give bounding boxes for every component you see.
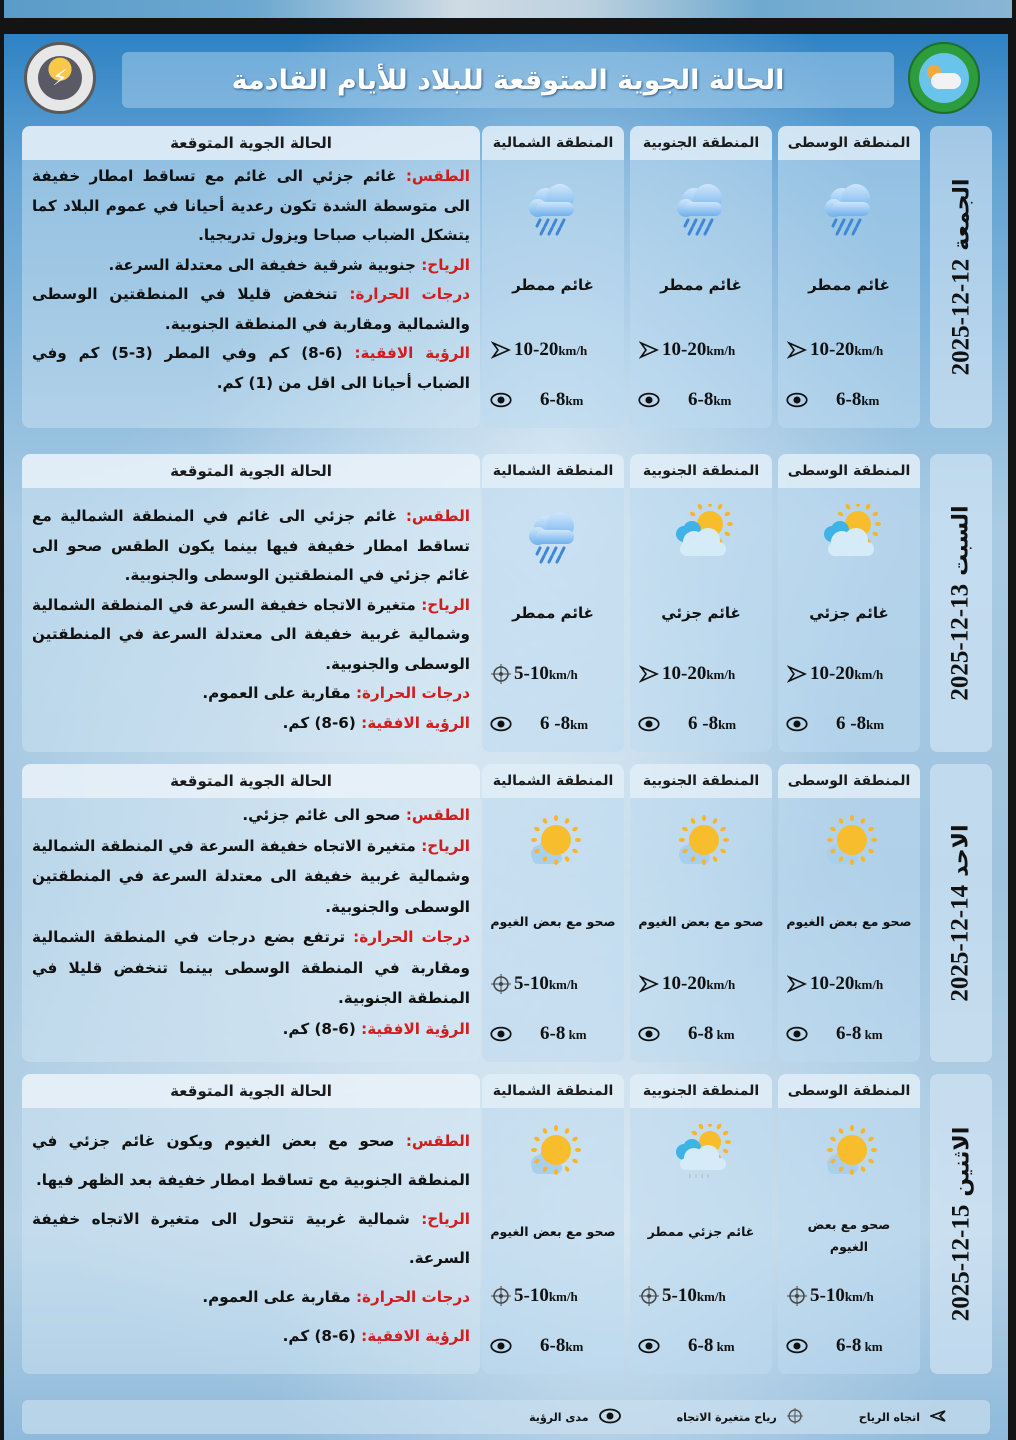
legend-bar	[22, 1400, 990, 1434]
summary-temperature	[32, 1278, 470, 1317]
region-card-central	[778, 126, 920, 428]
wind-label: الرياح:	[421, 836, 470, 855]
legend-wind-direction	[859, 1409, 946, 1426]
condition-text: صحو مع بعض الغيوم	[490, 1224, 616, 1239]
wind-speed	[630, 972, 772, 996]
condition-text: غائم ممطر	[512, 276, 594, 294]
region-card-northern	[482, 764, 624, 1062]
wind-text: جنوبية شرقية خفيفة الى معتدلة السرعة.	[108, 255, 416, 274]
region-name: المنطقة الجنوبية	[630, 764, 772, 798]
visibility-text: (6-8) كم.	[282, 713, 356, 732]
variable-wind-compass-icon	[786, 1285, 808, 1307]
visibility-unit: km	[861, 1027, 883, 1042]
sun-few-clouds-icon	[518, 1124, 588, 1184]
region-card-central	[778, 454, 920, 752]
summary-weather	[32, 800, 470, 831]
day-row	[4, 764, 1008, 1062]
wind-speed-unit: km/h	[548, 1289, 578, 1304]
forecast-summary-panel	[22, 454, 480, 752]
region-card-central	[778, 1074, 920, 1374]
condition-text: غائم جزئي ممطر	[647, 1224, 755, 1239]
wind-direction-arrow-icon	[638, 973, 660, 995]
wind-speed-unit: km/h	[706, 667, 736, 682]
visibility-value: 6-8	[540, 389, 566, 410]
condition-text: غائم جزئي	[661, 604, 741, 622]
weather-label: الطقس:	[405, 1132, 471, 1150]
visibility-value: 6 -8	[540, 713, 571, 734]
summary-wind	[32, 591, 470, 680]
visibility-range	[778, 388, 920, 412]
weather-text: صحو الى غائم جزئي.	[242, 806, 401, 824]
visibility-unit: km	[713, 1339, 735, 1354]
rain-cloud-icon	[814, 176, 884, 236]
sun-few-clouds-icon	[814, 814, 884, 874]
rain-cloud-icon	[666, 176, 736, 236]
variable-wind-compass-icon	[787, 1408, 803, 1427]
visibility-value: 6 -8	[688, 713, 719, 734]
region-name: المنطقة الجنوبية	[630, 1074, 772, 1108]
region-name: المنطقة الوسطى	[778, 126, 920, 160]
visibility-range	[778, 712, 920, 736]
wind-speed-value: 5-10	[514, 973, 549, 994]
summary-body	[22, 798, 480, 1044]
date-column	[930, 126, 992, 428]
wind-speed-value: 10-20	[662, 663, 707, 684]
visibility-range	[482, 1022, 624, 1046]
summary-temperature	[32, 280, 470, 339]
temperature-text: مقاربة على العموم.	[202, 1288, 351, 1306]
wind-speed-value: 5-10	[810, 1285, 845, 1306]
summary-visibility	[32, 1317, 470, 1356]
visibility-unit: km	[861, 1339, 883, 1354]
wind-speed	[778, 338, 920, 362]
wind-speed-unit: km/h	[854, 977, 884, 992]
eye-icon	[638, 713, 660, 735]
wind-label: الرياح:	[421, 255, 470, 274]
wind-speed	[778, 662, 920, 686]
summary-visibility	[32, 1014, 470, 1045]
partly-cloudy-rain-icon	[666, 1124, 736, 1184]
visibility-unit: km	[861, 393, 880, 408]
region-name: المنطقة الشمالية	[482, 454, 624, 488]
visibility-label: الرؤية الافقية:	[361, 713, 470, 732]
page-title: الحالة الجوية المتوقعة للبلاد للأيام القادمة	[231, 64, 785, 96]
visibility-label: الرؤية الافقية:	[361, 1327, 470, 1345]
eye-icon	[638, 1023, 660, 1045]
region-card-northern	[482, 126, 624, 428]
region-card-central	[778, 764, 920, 1062]
summary-body	[22, 160, 480, 398]
variable-wind-compass-icon	[490, 1285, 512, 1307]
temperature-label: درجات الحرارة:	[355, 1288, 470, 1306]
region-card-southern	[630, 126, 772, 428]
region-card-southern	[630, 764, 772, 1062]
wind-speed-unit: km/h	[548, 977, 578, 992]
day-name: السبت	[949, 505, 974, 576]
visibility-text: (6-8) كم وفي المطر (3-5) كم وفي الضباب أحيانا الى اقل من (1) كم.	[32, 344, 470, 392]
poster-header	[4, 34, 1008, 122]
wind-speed-unit: km/h	[696, 1289, 726, 1304]
condition-text: صحو مع بعض الغيوم	[807, 1217, 891, 1254]
wind-text: شمالية غربية تتحول الى متغيرة الاتجاه خفيفة السرعة.	[32, 1210, 470, 1267]
sun-few-clouds-icon	[666, 814, 736, 874]
visibility-unit: km	[565, 393, 584, 408]
visibility-label: الرؤية الافقية:	[354, 344, 470, 362]
eye-icon	[638, 1335, 660, 1357]
wind-label: الرياح:	[421, 1210, 470, 1228]
summary-wind	[32, 251, 470, 281]
summary-temperature	[32, 922, 470, 1014]
visibility-text: (6-8) كم.	[282, 1019, 356, 1038]
wind-speed-value: 10-20	[810, 973, 855, 994]
day-name: الاثنين	[949, 1126, 975, 1197]
sun-few-clouds-icon	[518, 814, 588, 874]
wind-speed	[630, 1284, 772, 1308]
condition-text: صحو مع بعض الغيوم	[638, 914, 764, 929]
wind-speed	[630, 662, 772, 686]
visibility-label: الرؤية الافقية:	[361, 1019, 470, 1038]
visibility-value: 6-8	[540, 1335, 566, 1356]
visibility-value: 6-8	[836, 389, 862, 410]
wind-speed-unit: km/h	[706, 343, 736, 358]
region-name: المنطقة الجنوبية	[630, 126, 772, 160]
eye-icon	[786, 1335, 808, 1357]
forecasting-dept-logo-icon: ⚡	[24, 42, 96, 114]
region-name: المنطقة الوسطى	[778, 764, 920, 798]
region-name: المنطقة الوسطى	[778, 454, 920, 488]
date-column	[930, 764, 992, 1062]
visibility-range	[630, 1334, 772, 1358]
wind-direction-arrow-icon	[786, 973, 808, 995]
wind-speed-unit: km/h	[854, 343, 884, 358]
weather-text: صحو مع بعض الغيوم ويكون غائم جزئي في المنطقة الجنوبية مع تساقط امطار خفيفة بعد الظهر فيها.	[32, 1132, 470, 1189]
region-name: المنطقة الشمالية	[482, 764, 624, 798]
summary-body	[22, 488, 480, 738]
day-row	[4, 1074, 1008, 1374]
visibility-range	[630, 388, 772, 412]
eye-icon	[786, 1023, 808, 1045]
visibility-unit: km	[713, 1027, 735, 1042]
legend-visibility	[529, 1408, 620, 1427]
visibility-range	[630, 1022, 772, 1046]
eye-icon	[490, 1023, 512, 1045]
region-name: المنطقة الجنوبية	[630, 454, 772, 488]
region-card-southern	[630, 454, 772, 752]
condition-text: غائم ممطر	[808, 276, 890, 294]
summary-temperature	[32, 679, 470, 709]
wind-speed-unit: km/h	[558, 343, 588, 358]
summary-wind	[32, 1200, 470, 1278]
eye-icon	[490, 713, 512, 735]
rain-cloud-icon	[518, 504, 588, 564]
summary-visibility	[32, 709, 470, 739]
forecast-summary-panel	[22, 126, 480, 428]
visibility-unit: km	[570, 717, 589, 732]
partly-cloudy-icon	[666, 504, 736, 564]
wind-speed-value: 10-20	[662, 339, 707, 360]
wind-speed-unit: km/h	[706, 977, 736, 992]
partly-cloudy-icon	[814, 504, 884, 564]
visibility-unit: km	[565, 1027, 587, 1042]
wind-direction-arrow-icon	[638, 339, 660, 361]
wind-label: الرياح:	[421, 595, 470, 614]
weather-label: الطقس:	[405, 167, 470, 185]
summary-heading: الحالة الجوية المتوقعة	[22, 1074, 480, 1108]
visibility-value: 6-8	[688, 1023, 714, 1044]
day-name: الاحد	[949, 824, 974, 877]
visibility-range	[482, 1334, 624, 1358]
wind-speed-value: 10-20	[514, 339, 559, 360]
legend-variable-wind	[677, 1408, 803, 1427]
forecast-summary-panel	[22, 764, 480, 1062]
wind-direction-arrow-icon	[786, 339, 808, 361]
eye-icon	[490, 1335, 512, 1357]
legend-variable-wind-label: رياح متغيرة الاتجاه	[676, 1410, 777, 1424]
condition-text: غائم ممطر	[512, 604, 594, 622]
top-background-strip	[4, 0, 1012, 18]
region-card-northern	[482, 1074, 624, 1374]
variable-wind-compass-icon	[490, 973, 512, 995]
eye-icon	[638, 389, 660, 411]
region-name: المنطقة الشمالية	[482, 1074, 624, 1108]
wind-speed	[778, 1284, 920, 1308]
wind-speed	[630, 338, 772, 362]
condition-text: صحو مع بعض الغيوم	[786, 914, 912, 929]
visibility-range	[482, 388, 624, 412]
weather-label: الطقس:	[405, 507, 470, 525]
eye-icon	[786, 389, 808, 411]
weather-label: الطقس:	[405, 806, 470, 824]
summary-weather	[32, 162, 470, 251]
summary-weather	[32, 502, 470, 591]
eye-icon	[599, 1408, 621, 1427]
wind-speed	[482, 972, 624, 996]
temperature-text: ترتفع بضع درجات في المنطقة الشمالية ومقاربة في المنطقة الوسطى بينما تنخفض قليلا في المنطقة الجنوبية.	[32, 928, 470, 1007]
visibility-text: (6-8) كم.	[282, 1327, 356, 1345]
wind-text: متغيرة الاتجاه خفيفة السرعة في المنطقة الشمالية وشمالية غربية خفيفة الى معتدلة السرعة في المنطقتين الوسطى والجنوبية.	[32, 595, 470, 673]
visibility-value: 6-8	[688, 1335, 714, 1356]
wind-speed-value: 10-20	[810, 663, 855, 684]
visibility-value: 6-8	[540, 1023, 566, 1044]
sun-few-clouds-icon	[814, 1124, 884, 1184]
wind-direction-arrow-icon	[490, 339, 512, 361]
title-bar	[122, 52, 894, 108]
visibility-value: 6-8	[836, 1335, 862, 1356]
summary-heading: الحالة الجوية المتوقعة	[22, 454, 480, 488]
visibility-range	[630, 712, 772, 736]
condition-text: غائم ممطر	[660, 276, 742, 294]
visibility-value: 6 -8	[836, 713, 867, 734]
region-name: المنطقة الشمالية	[482, 126, 624, 160]
visibility-range	[778, 1022, 920, 1046]
date-column	[930, 1074, 992, 1374]
day-row	[4, 454, 1008, 752]
weather-text: غائم جزئي الى غائم في المنطقة الشمالية مع تساقط امطار خفيفة فيها بينما يكون الطقس صحو الى غائم جزئي في المنطقتين الوسطى والجنوبية.	[32, 507, 470, 584]
visibility-value: 6-8	[836, 1023, 862, 1044]
wind-speed	[482, 662, 624, 686]
eye-icon	[490, 389, 512, 411]
wind-speed-value: 10-20	[662, 973, 707, 994]
date-column	[930, 454, 992, 752]
condition-text: غائم جزئي	[809, 604, 889, 622]
temperature-text: تنخفض قليلا في المنطقتين الوسطى والشمالية ومقاربة في المنطقة الجنوبية.	[32, 285, 470, 333]
wind-speed-unit: km/h	[844, 1289, 874, 1304]
visibility-unit: km	[866, 717, 885, 732]
summary-weather	[32, 1122, 470, 1200]
visibility-range	[482, 712, 624, 736]
legend-visibility-label: مدى الرؤية	[529, 1410, 589, 1424]
region-name: المنطقة الوسطى	[778, 1074, 920, 1108]
wind-speed	[482, 1284, 624, 1308]
day-row	[4, 126, 1008, 428]
summary-heading: الحالة الجوية المتوقعة	[22, 764, 480, 798]
day-name: الجمعة	[949, 178, 975, 251]
visibility-range	[778, 1334, 920, 1358]
wind-speed	[482, 338, 624, 362]
region-card-southern	[630, 1074, 772, 1374]
wind-speed	[778, 972, 920, 996]
wind-direction-arrow-icon	[638, 663, 660, 685]
temperature-text: مقاربة على العموم.	[202, 684, 351, 702]
wind-direction-arrow-icon	[930, 1409, 946, 1426]
visibility-unit: km	[713, 393, 732, 408]
forecast-summary-panel	[22, 1074, 480, 1374]
wind-text: متغيرة الاتجاه خفيفة السرعة في المنطقة الشمالية وشمالية غربية خفيفة الى معتدلة السرعة في المنطقتين الوسطى والجنوبية.	[32, 836, 470, 916]
weather-text: غائم جزئي الى غائم مع تساقط امطار خفيفة الى متوسطة الشدة تكون رعدية أحيانا في عموم البلاد كما يتشكل الضباب صباحا ويزول تدريجيا.	[32, 167, 470, 244]
temperature-label: درجات الحرارة:	[353, 928, 470, 946]
variable-wind-compass-icon	[638, 1285, 660, 1307]
summary-heading: الحالة الجوية المتوقعة	[22, 126, 480, 160]
summary-wind	[32, 831, 470, 923]
wind-speed-value: 5-10	[514, 1285, 549, 1306]
visibility-unit: km	[718, 717, 737, 732]
forecast-poster	[4, 34, 1008, 1440]
eye-icon	[786, 713, 808, 735]
summary-visibility	[32, 339, 470, 398]
visibility-unit: km	[565, 1339, 584, 1354]
summary-body	[22, 1108, 480, 1356]
visibility-value: 6-8	[688, 389, 714, 410]
wind-speed-value: 5-10	[662, 1285, 697, 1306]
wind-speed-value: 10-20	[810, 339, 855, 360]
date-value: 2025-12-12	[947, 258, 975, 376]
date-value: 2025-12-14	[947, 884, 974, 1002]
condition-text: صحو مع بعض الغيوم	[490, 914, 616, 929]
wind-direction-arrow-icon	[786, 663, 808, 685]
wind-speed-unit: km/h	[548, 667, 578, 682]
date-value: 2025-12-13	[947, 583, 974, 701]
wind-speed-value: 5-10	[514, 663, 549, 684]
region-card-northern	[482, 454, 624, 752]
date-value: 2025-12-15	[947, 1204, 975, 1322]
meteorological-authority-logo-icon	[908, 42, 980, 114]
rain-cloud-icon	[518, 176, 588, 236]
temperature-label: درجات الحرارة:	[349, 285, 470, 303]
temperature-label: درجات الحرارة:	[355, 684, 470, 702]
legend-wind-direction-label: اتجاه الرياح	[858, 1410, 920, 1424]
wind-speed-unit: km/h	[854, 667, 884, 682]
variable-wind-compass-icon	[490, 663, 512, 685]
